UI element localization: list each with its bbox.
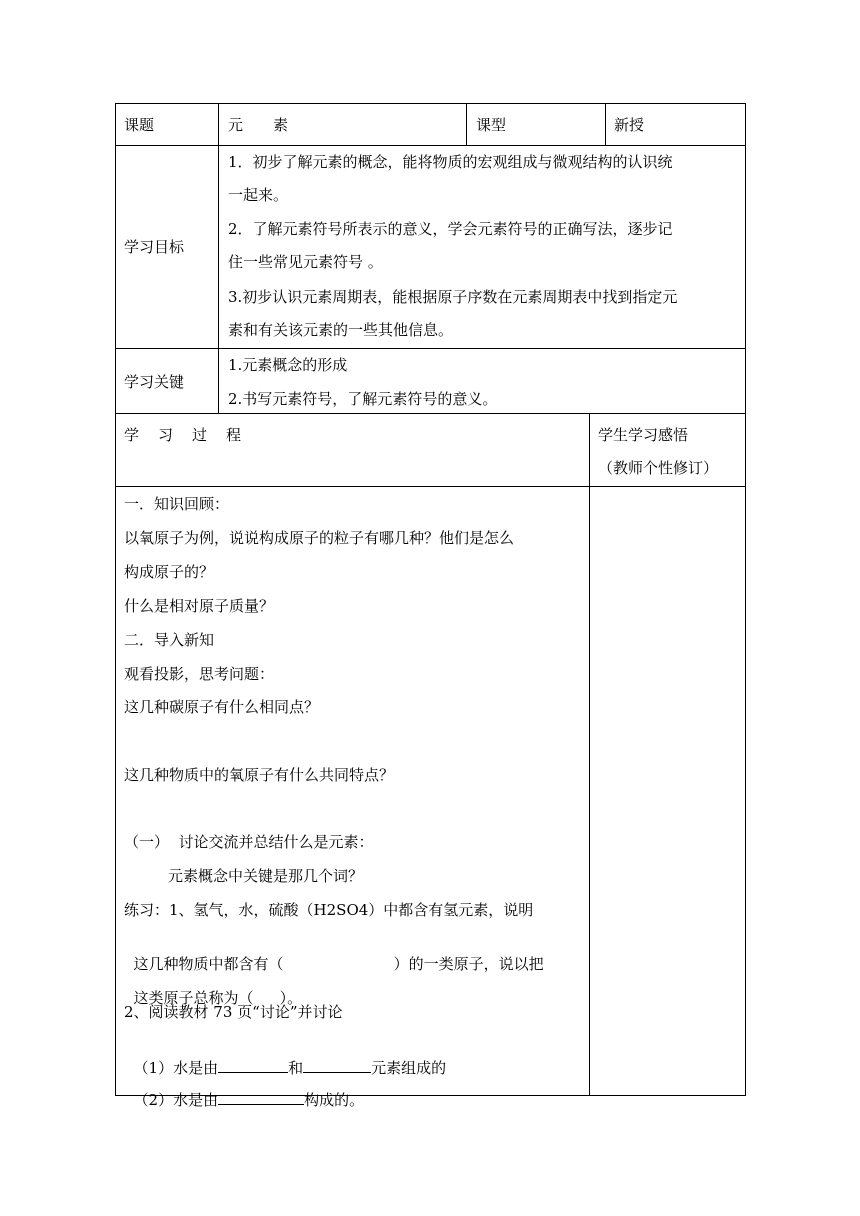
fill-in-text: ）。 — [279, 989, 303, 1007]
fill-in-text: 构成的。 — [304, 1091, 365, 1109]
content-line: 练习：1、氢气，水，硫酸（H2SO4）中都含有氢元素，说明 — [124, 901, 534, 919]
row-divider-2 — [115, 348, 746, 349]
side-label: 学生学习感悟 — [598, 426, 689, 444]
key-line: 2.书写元素符号，了解元素符号的意义。 — [228, 390, 498, 408]
content-line: 什么是相对原子质量？ — [124, 597, 275, 615]
content-line: 观看投影，思考问题： — [124, 665, 275, 683]
content-line: 这几种物质中的氧原子有什么共同特点？ — [124, 766, 395, 784]
fill-in-text: 和 — [288, 1059, 304, 1077]
keys-label: 学习关键 — [124, 373, 185, 391]
objective-line: 1．初步了解元素的概念，能将物质的宏观组成与微观结构的认识统 — [228, 153, 673, 171]
objective-line: 素和有关该元素的一些其他信息。 — [228, 321, 454, 339]
objective-line: 2．了解元素符号所表示的意义，学会元素符号的正确写法，逐步记 — [228, 220, 673, 238]
content-line: 这几种碳原子有什么相同点？ — [124, 698, 320, 716]
fill-in-text: （2）水是由 — [133, 1091, 219, 1109]
key-line: 1.元素概念的形成 — [228, 356, 348, 374]
table-border-right — [745, 103, 746, 1096]
objective-line: 3.初步认识元素周期表，能根据原子序数在元素周期表中找到指定元 — [228, 288, 678, 306]
topic-value: 元 素 — [228, 116, 289, 134]
type-value: 新授 — [614, 116, 645, 134]
content-line: （一） 讨论交流并总结什么是元素： — [124, 833, 374, 851]
col-divider-side — [589, 413, 590, 1096]
table-border-left — [115, 103, 116, 1096]
content-line: 元素概念中关键是那几个词？ — [168, 867, 364, 885]
fill-in-text: 元素组成的 — [371, 1059, 447, 1077]
fill-in-text: 这几种物质中都含有（ — [133, 955, 284, 973]
type-label: 课型 — [476, 116, 507, 134]
fill-in-text: （1）水是由 — [133, 1059, 219, 1077]
col-divider-type — [466, 103, 467, 146]
topic-label: 课题 — [124, 116, 155, 134]
col-divider-label — [218, 103, 219, 414]
objectives-label: 学习目标 — [124, 238, 185, 256]
answer-blank[interactable] — [218, 1088, 304, 1105]
fill-in-text: ）的一类原子，说以把 — [393, 955, 544, 973]
row-divider-4 — [115, 486, 746, 487]
objective-line: 住一些常见元素符号 。 — [228, 253, 383, 271]
content-line — [124, 1068, 364, 1110]
objective-line: 一起来。 — [228, 186, 289, 204]
col-divider-type-value — [605, 103, 606, 146]
side-sublabel: （教师个性修订） — [598, 459, 719, 477]
fill-in-text: 这类原子总称为（ — [133, 989, 254, 1007]
row-divider-3 — [115, 413, 746, 414]
row-divider-1 — [115, 145, 746, 146]
content-line: 一．知识回顾： — [124, 495, 230, 513]
process-label: 学 习 过 程 — [124, 426, 244, 444]
table-border-top — [115, 103, 746, 104]
content-line: 以氧原子为例，说说构成原子的粒子有哪几种？他们是怎么 — [124, 529, 515, 547]
content-line: 构成原子的？ — [124, 563, 215, 581]
content-line: 2、阅读教材 73 页“讨论”并讨论 — [124, 1003, 343, 1021]
content-line: 二．导入新知 — [124, 631, 215, 649]
